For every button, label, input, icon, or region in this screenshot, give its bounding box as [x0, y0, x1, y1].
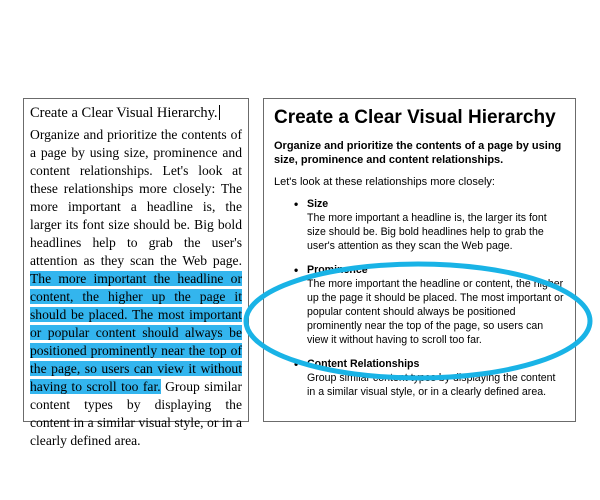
formatted-intro: Organize and prioritize the contents of a page by using size, prominence and content relationships.: [274, 140, 562, 166]
bullet-heading: Prominence: [307, 264, 368, 276]
text-cursor: [219, 105, 220, 120]
bullet-heading: Size: [307, 198, 329, 210]
bullet-item-prominence: [274, 263, 565, 347]
highlighted-selection[interactable]: The more important the headline or content, the higher up the page it should be placed. The most important or popular content should always be positioned prominently near the top of the page, so users can view it without having to scroll too far.: [30, 271, 242, 394]
plain-document-title: Create a Clear Visual Hierarchy.: [30, 105, 218, 121]
formatted-bullet-list: [274, 197, 565, 399]
bullet-description: The more important a headline is, the larger its font size should be. Big bold headlines help to grab the user's attention as they scan the Web page.: [307, 212, 547, 252]
formatted-lookline: Let's look at these relationships more closely:: [274, 176, 495, 188]
bullet-item-size: [274, 197, 565, 253]
bullet-icon: •: [294, 263, 299, 277]
bullet-description: The more important the headline or content, the higher up the page it should be placed. The most important or popular content should always be positioned prominently near the top of the page, so users can view it without having to scroll too far.: [307, 278, 564, 346]
plain-document-panel: [23, 98, 249, 448]
formatted-document-panel: [263, 98, 576, 422]
bullet-item-content-relationships: [274, 357, 565, 399]
plain-document-body: [30, 126, 242, 450]
bullet-icon: •: [294, 197, 299, 211]
body-text-after: Group similar content types by displaying the content in a similar visual style, or in a clearly defined area.: [30, 379, 242, 448]
body-text-before: Organize and prioritize the contents of a page by using size, prominence and content relationships. Let's look at these relationships more closely: The more important a headline is, the larger its font size should be. Big bold headlines help to grab the user's attention as they scan the Web page.: [30, 127, 242, 268]
bullet-icon: •: [294, 357, 299, 371]
bullet-description: Group similar content types by displaying the content in a similar visual style, or in a clearly defined area.: [307, 372, 556, 398]
formatted-document-title: Create a Clear Visual Hierarchy: [274, 107, 556, 128]
bullet-heading: Content Relationships: [307, 358, 420, 370]
